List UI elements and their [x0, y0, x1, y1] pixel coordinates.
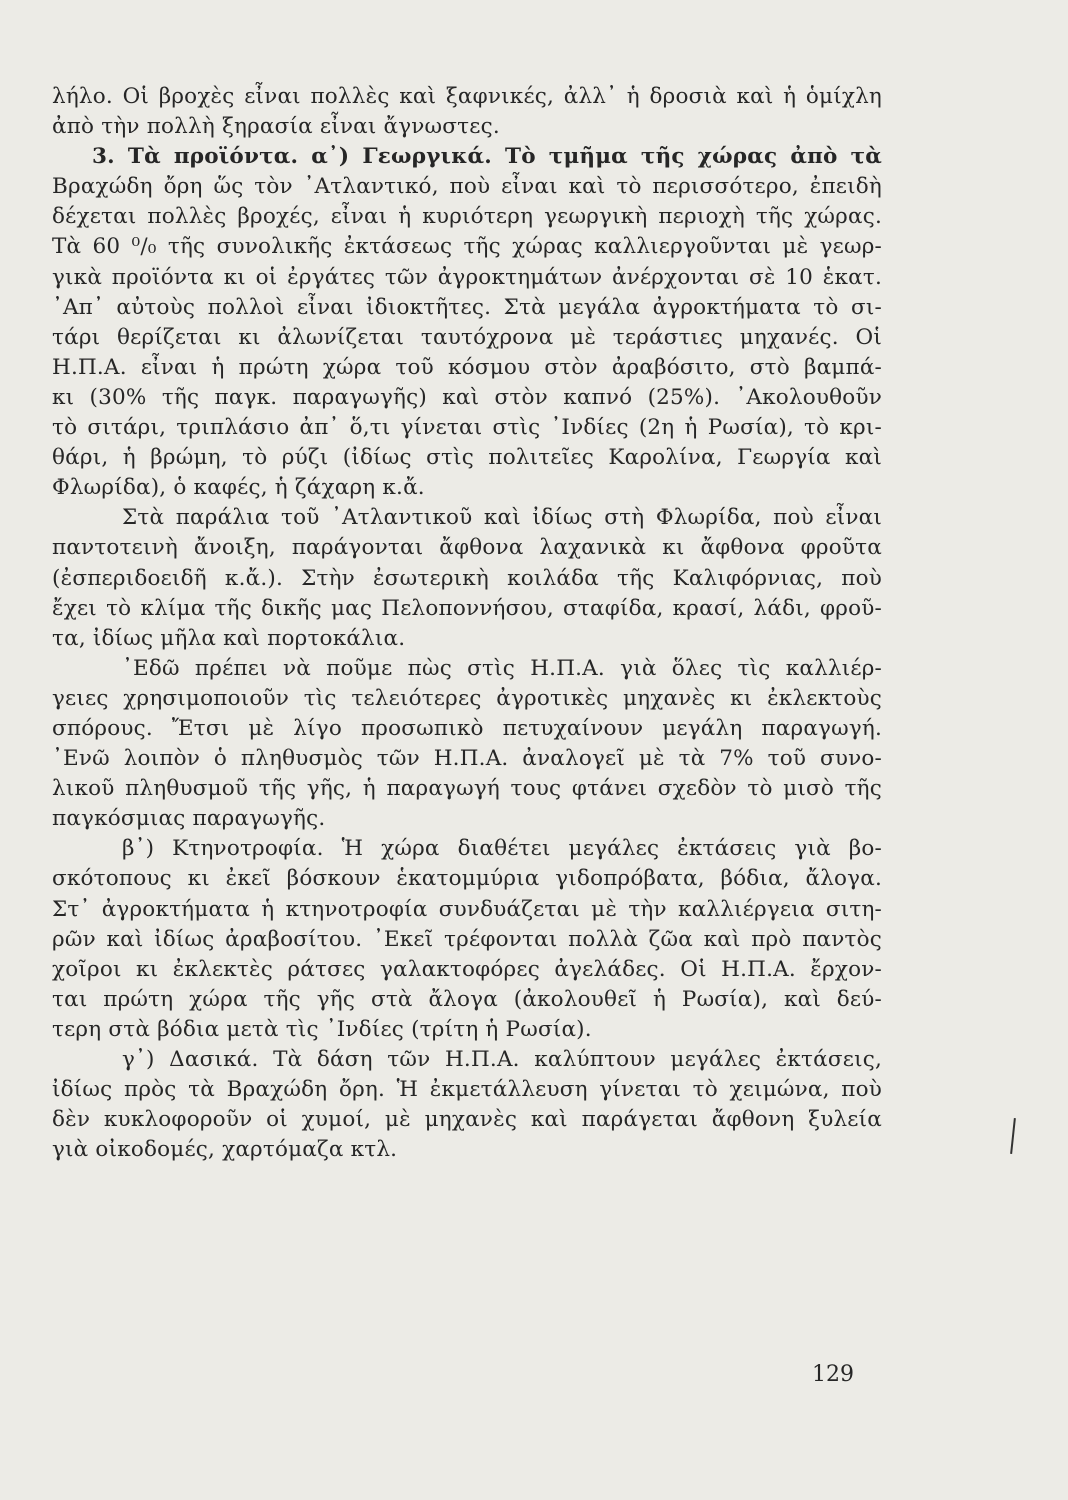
text-line: σπόρους. Ἔτσι μὲ λίγο προσωπικὸ πετυχαίνουν μεγάλη παραγωγή. — [52, 715, 882, 741]
text-line: σκότοπους κι ἐκεῖ βόσκουν ἑκατομμύρια γιδοπρόβατα, βόδια, ἄλογα. — [52, 866, 882, 892]
margin-pencil-mark — [1010, 1118, 1016, 1154]
text-line: λικοῦ πληθυσμοῦ τῆς γῆς, ἡ παραγωγή τους φτάνει σχεδὸν τὸ μισὸ τῆς — [52, 776, 882, 802]
text-line: γικὰ προϊόντα κι οἱ ἐργάτες τῶν ἀγροκτημάτων ἀνέρχονται σὲ 10 ἑκατ. — [52, 264, 882, 290]
text-line: ᾽Ενῶ λοιπὸν ὁ πληθυσμὸς τῶν Η.Π.Α. ἀναλογεῖ μὲ τὰ 7% τοῦ συνο- — [52, 746, 882, 772]
text-line: θάρι, ἡ βρώμη, τὸ ρύζι (ἰδίως στὶς πολιτεῖες Καρολίνα, Γεωργία καὶ — [52, 445, 882, 471]
section-heading-forestry: γ᾽) Δασικά. Τὰ δάση τῶν Η.Π.Α. καλύπτουν μεγάλες ἐκτάσεις, — [122, 1047, 882, 1072]
text-line: Βραχώδη ὄρη ὥς τὸν ᾽Ατλαντικό, ποὺ εἶναι καὶ τὸ περισσότερο, ἐπειδὴ — [52, 174, 882, 200]
text-line: παγκόσμιας παραγωγῆς. — [52, 806, 326, 832]
text-line: λήλο. Οἱ βροχὲς εἶναι πολλὲς καὶ ξαφνικές, ἀλλ᾽ ἡ δροσιὰ καὶ ἡ ὁμίχλη — [52, 84, 882, 109]
page-number: 129 — [812, 1362, 854, 1387]
text-line: χοῖροι κι ἐκλεκτὲς ράτσες γαλακτοφόρες ἀγελάδες. Οἱ Η.Π.Α. ἔρχον- — [52, 956, 882, 982]
text-line: Στ᾽ ἀγροκτήματα ἡ κτηνοτροφία συνδυάζεται μὲ τὴν καλλιέργεια σιτη- — [52, 896, 882, 922]
text-line: ἰδίως πρὸς τὰ Βραχώδη ὄρη. Ἡ ἐκμετάλλευση γίνεται τὸ χειμώνα, ποὺ — [52, 1077, 882, 1103]
text-line: ρῶν καὶ ἰδίως ἀραβοσίτου. ᾽Εκεῖ τρέφονται πολλὰ ζῶα καὶ πρὸ παντὸς — [52, 926, 882, 952]
text-line: γειες χρησιμοποιοῦν τὶς τελειότερες ἀγροτικὲς μηχανὲς κι ἐκλεκτοὺς — [52, 685, 882, 711]
text-line: τὸ σιτάρι, τριπλάσιο ἀπ᾽ ὅ,τι γίνεται στὶς ᾽Ινδίες (2η ἡ Ρωσία), τὸ κρι- — [52, 415, 882, 441]
text-line: δὲν κυκλοφοροῦν οἱ χυμοί, μὲ μηχανὲς καὶ παράγεται ἄφθονη ξυλεία — [52, 1107, 882, 1133]
text-line: Στὰ παράλια τοῦ ᾽Ατλαντικοῦ καὶ ἰδίως στὴ Φλωρίδα, ποὺ εἶναι — [122, 505, 882, 531]
text-line: τάρι θερίζεται κι ἀλωνίζεται ταυτόχρονα μὲ τεράστιες μηχανές. Οἱ — [52, 324, 882, 350]
text-line: παντοτεινὴ ἄνοιξη, παράγονται ἄφθονα λαχανικὰ κι ἄφθονα φροῦτα — [52, 535, 882, 561]
text-line: Τὰ 60 ⁰/₀ τῆς συνολικῆς ἐκτάσεως τῆς χώρας καλλιεργοῦνται μὲ γεωρ- — [52, 234, 882, 260]
section-heading-livestock: β᾽) Κτηνοτροφία. Ἡ χώρα διαθέτει μεγάλες ἐκτάσεις γιὰ βο- — [122, 836, 882, 862]
body-text — [52, 82, 882, 1165]
section-heading-products: 3. Τὰ προϊόντα. α᾽) Γεωργικά. Τὸ τμῆμα τῆς χώρας ἀπὸ τὰ — [92, 144, 882, 170]
text-line: δέχεται πολλὲς βροχές, εἶναι ἡ κυριότερη γεωργικὴ περιοχὴ τῆς χώρας. — [52, 204, 882, 230]
text-line: κι (30% τῆς παγκ. παραγωγῆς) καὶ στὸν καπνό (25%). ᾽Ακολουθοῦν — [52, 384, 882, 410]
text-line: τα, ἰδίως μῆλα καὶ πορτοκάλια. — [52, 625, 406, 651]
text-line: Φλωρίδα), ὁ καφές, ἡ ζάχαρη κ.ἄ. — [52, 475, 425, 501]
text-line: γιὰ οἰκοδομές, χαρτόμαζα κτλ. — [52, 1137, 398, 1163]
text-line: ται πρώτη χώρα τῆς γῆς στὰ ἄλογα (ἀκολουθεῖ ἡ Ρωσία), καὶ δεύ- — [52, 986, 882, 1012]
text-line: (ἐσπεριδοειδῆ κ.ἄ.). Στὴν ἐσωτερικὴ κοιλάδα τῆς Καλιφόρνιας, ποὺ — [52, 565, 882, 591]
text-line: ἀπὸ τὴν πολλὴ ξηρασία εἶναι ἄγνωστες. — [52, 114, 500, 140]
text-line: Η.Π.Α. εἶναι ἡ πρώτη χώρα τοῦ κόσμου στὸν ἀραβόσιτο, στὸ βαμπά- — [52, 354, 882, 380]
text-line: ἔχει τὸ κλίμα τῆς δικῆς μας Πελοποννήσου, σταφίδα, κρασί, λάδι, φροῦ- — [52, 595, 882, 621]
text-line: τερη στὰ βόδια μετὰ τὶς ᾽Ινδίες (τρίτη ἡ Ρωσία). — [52, 1016, 592, 1042]
text-line: ᾽Απ᾽ αὐτοὺς πολλοὶ εἶναι ἰδιοκτῆτες. Στὰ μεγάλα ἀγροκτήματα τὸ σι- — [52, 294, 882, 320]
text-line: ᾽Εδῶ πρέπει νὰ ποῦμε πὼς στὶς Η.Π.Α. γιὰ ὅλες τὶς καλλιέρ- — [122, 655, 882, 681]
